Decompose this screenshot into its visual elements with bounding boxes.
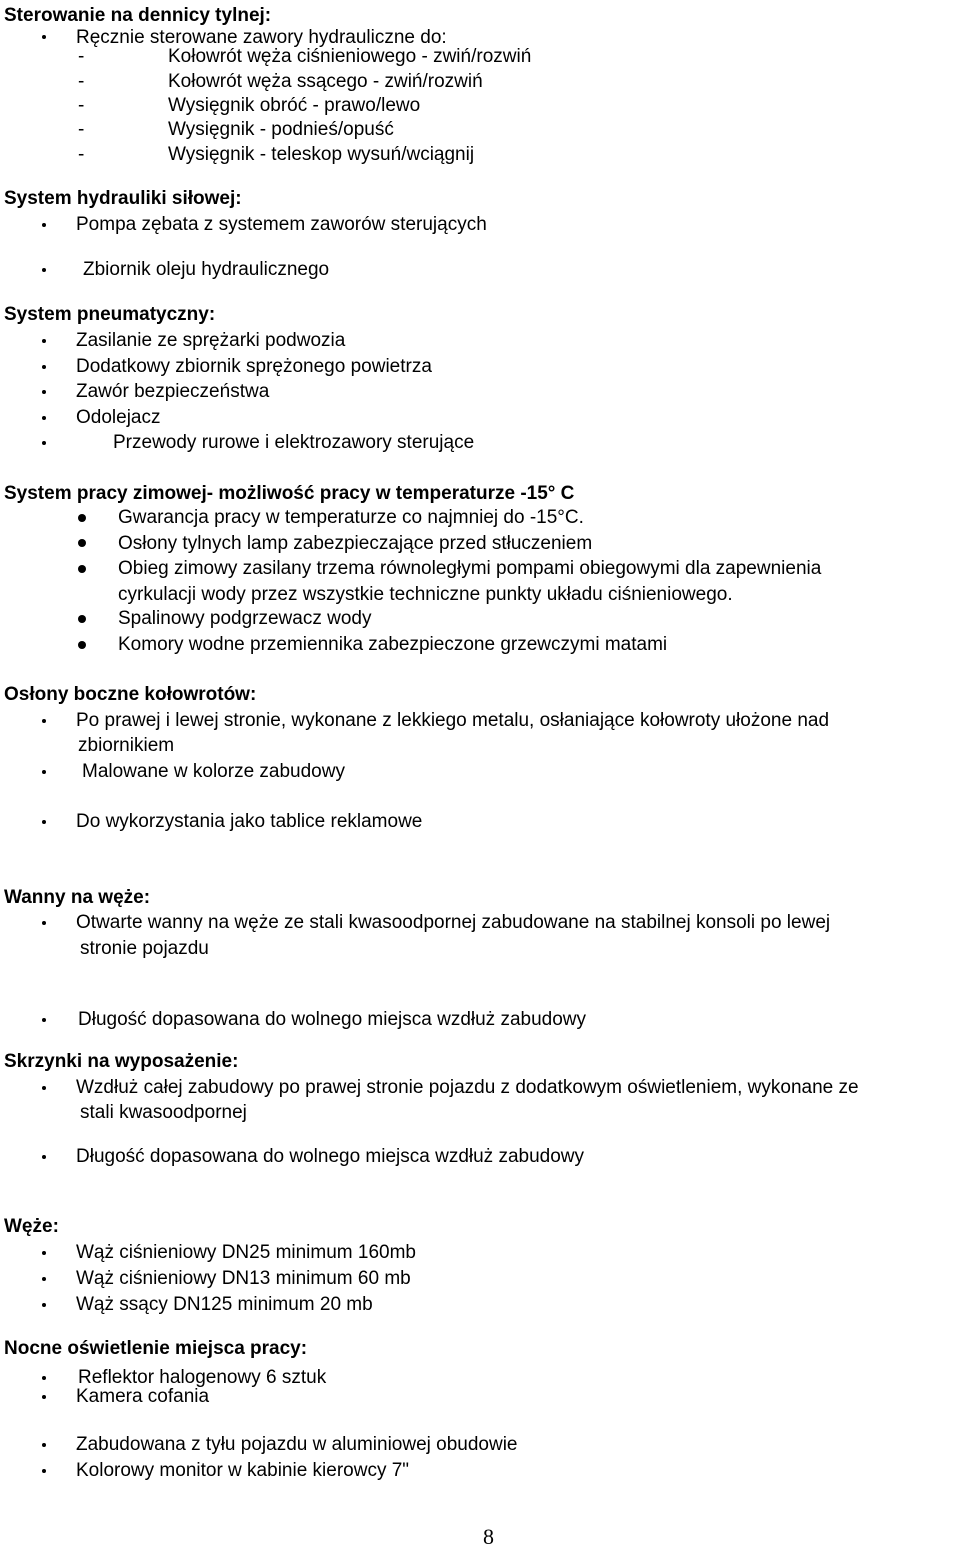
bullet	[42, 35, 46, 39]
list-item: Długość dopasowana do wolnego miejsca wzdłuż zabudowy	[76, 1146, 585, 1167]
list-item: Obieg zimowy zasilany trzema równoległymi pompami obiegowymi dla zapewnienia	[118, 558, 822, 579]
list-item: Kolorowy monitor w kabinie kierowcy 7"	[76, 1460, 410, 1481]
list-item: Wzdłuż całej zabudowy po prawej stronie pojazdu z dodatkowym oświetleniem, wykonane ze	[76, 1077, 859, 1098]
section-heading-dennica: Sterowanie na dennicy tylnej:	[4, 5, 272, 26]
bullet	[42, 1469, 46, 1473]
list-item: Wąż ssący DN125 minimum 20 mb	[76, 1294, 373, 1315]
list-item: Wąż ciśnieniowy DN13 minimum 60 mb	[76, 1268, 411, 1289]
bullet	[42, 1395, 46, 1399]
list-item: Ręcznie sterowane zawory hydrauliczne do:	[76, 27, 447, 48]
bullet	[42, 1086, 46, 1090]
section-heading-zima: System pracy zimowej- możliwość pracy w temperaturze -15° C	[4, 483, 575, 504]
page-number: 8	[483, 1524, 494, 1549]
bullet	[42, 1443, 46, 1447]
list-item: Otwarte wanny na węże ze stali kwasoodpornej zabudowane na stabilnej konsoli po lewej	[76, 912, 831, 933]
list-item: Wysięgnik obróć - prawo/lewo	[168, 95, 421, 116]
dash-marker: -	[78, 144, 85, 165]
list-item: Dodatkowy zbiornik sprężonego powietrza	[76, 356, 432, 377]
list-item: Kołowrót węża ciśnieniowego - zwiń/rozwiń	[168, 46, 532, 67]
list-item: Gwarancja pracy w temperaturze co najmniej do -15°C.	[118, 507, 584, 528]
list-item-continuation: stali kwasoodpornej	[80, 1102, 247, 1123]
bullet	[78, 514, 86, 522]
list-item: Po prawej i lewej stronie, wykonane z lekkiego metalu, osłaniające kołowroty ułożone nad	[76, 710, 830, 731]
bullet	[42, 339, 46, 343]
list-item-continuation: zbiornikiem	[78, 735, 175, 756]
bullet	[42, 1303, 46, 1307]
dash-marker: -	[78, 95, 85, 116]
list-item: Zawór bezpieczeństwa	[76, 381, 270, 402]
list-item: Wysięgnik - teleskop wysuń/wciągnij	[168, 144, 475, 165]
bullet	[42, 441, 46, 445]
list-item: Zbiornik oleju hydraulicznego	[83, 259, 330, 280]
bullet	[78, 539, 86, 547]
dash-marker: -	[78, 46, 85, 67]
section-heading-pneumatyka: System pneumatyczny:	[4, 304, 216, 325]
dash-marker: -	[78, 119, 85, 140]
bullet	[42, 268, 46, 272]
section-heading-weze: Węże:	[4, 1216, 59, 1237]
list-item-continuation: cyrkulacji wody przez wszystkie techniczne punkty układu ciśnieniowego.	[118, 584, 733, 605]
list-item: Długość dopasowana do wolnego miejsca wzdłuż zabudowy	[78, 1009, 587, 1030]
list-item: Kołowrót węża ssącego - zwiń/rozwiń	[168, 71, 483, 92]
bullet	[42, 365, 46, 369]
bullet	[42, 390, 46, 394]
bullet	[42, 719, 46, 723]
list-item: Przewody rurowe i elektrozawory sterujące	[113, 432, 475, 453]
bullet	[42, 1376, 46, 1380]
bullet	[42, 820, 46, 824]
list-item: Zabudowana z tyłu pojazdu w aluminiowej obudowie	[76, 1434, 518, 1455]
list-item: Pompa zębata z systemem zaworów sterujących	[76, 214, 487, 235]
list-item: Komory wodne przemiennika zabezpieczone grzewczymi matami	[118, 634, 668, 655]
list-item: Do wykorzystania jako tablice reklamowe	[76, 811, 423, 832]
bullet	[78, 641, 86, 649]
bullet	[42, 921, 46, 925]
bullet	[42, 416, 46, 420]
list-item: Odolejacz	[76, 407, 161, 428]
bullet	[42, 770, 46, 774]
bullet	[42, 223, 46, 227]
list-item: Malowane w kolorze zabudowy	[82, 761, 345, 782]
list-item: Spalinowy podgrzewacz wody	[118, 608, 372, 629]
section-heading-oswietlenie: Nocne oświetlenie miejsca pracy:	[4, 1338, 308, 1359]
section-heading-wanny: Wanny na węże:	[4, 887, 151, 908]
section-heading-oslony: Osłony boczne kołowrotów:	[4, 684, 257, 705]
list-item: Reflektor halogenowy 6 sztuk	[78, 1367, 327, 1388]
section-heading-hydraulika: System hydrauliki siłowej:	[4, 188, 242, 209]
section-heading-skrzynki: Skrzynki na wyposażenie:	[4, 1051, 239, 1072]
bullet	[78, 615, 86, 623]
list-item: Wąż ciśnieniowy DN25 minimum 160mb	[76, 1242, 416, 1263]
bullet	[42, 1251, 46, 1255]
list-item: Osłony tylnych lamp zabezpieczające przed stłuczeniem	[118, 533, 593, 554]
list-item-continuation: stronie pojazdu	[80, 938, 209, 959]
bullet	[78, 565, 86, 573]
dash-marker: -	[78, 71, 85, 92]
bullet	[42, 1155, 46, 1159]
list-item: Kamera cofania	[76, 1386, 210, 1407]
list-item: Zasilanie ze sprężarki podwozia	[76, 330, 346, 351]
list-item: Wysięgnik - podnieś/opuść	[168, 119, 394, 140]
bullet	[42, 1277, 46, 1281]
bullet	[42, 1018, 46, 1022]
